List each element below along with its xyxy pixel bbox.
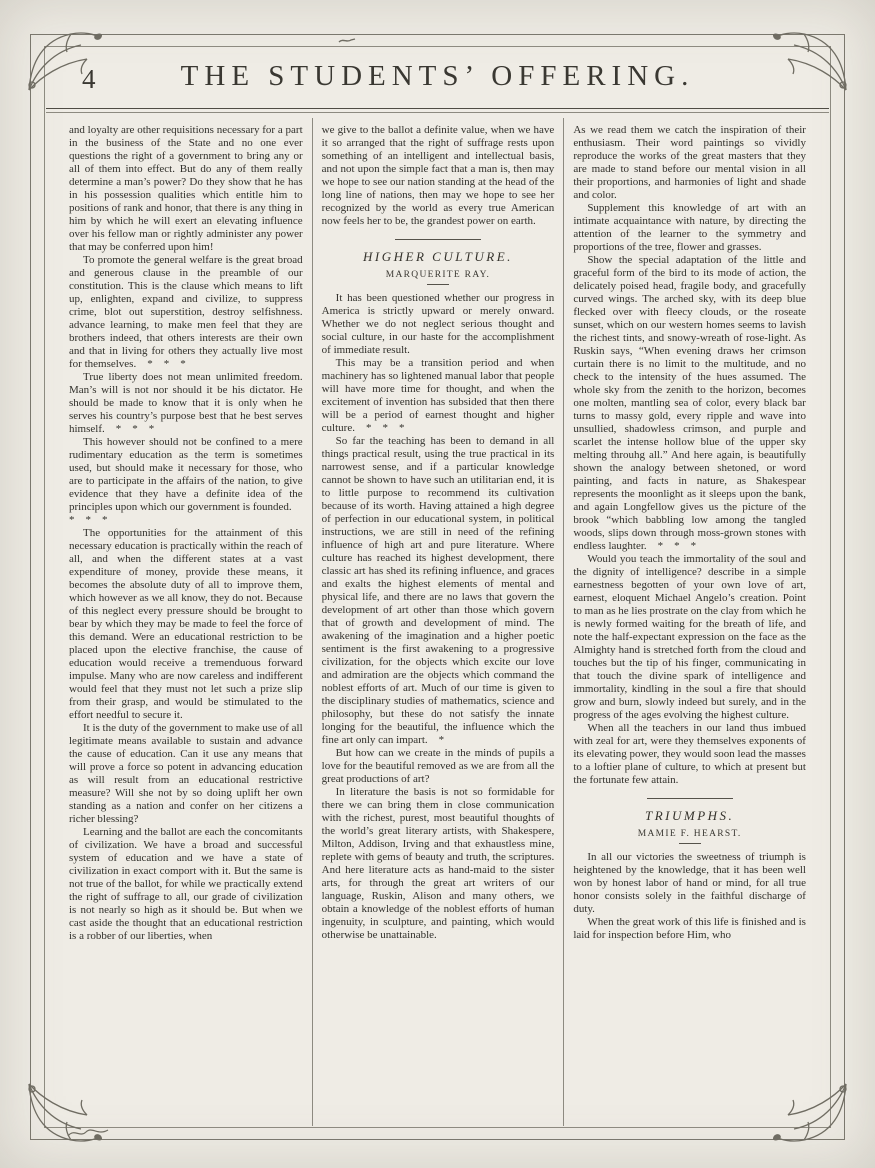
top-center-ornament-mark [338, 32, 356, 40]
paragraph: Would you teach the immortality of the soul and the dignity of intelligence? describe in a simple earnestness begotten of your own love of art, earnest, eloquent Michael Angelo’s creation. Point to man as he lies prostrate on the clay from which he is newly formed waiting for the breath of life, and note the half-expectant expression on the face as the Almighty hand is stretched forth from the cloud and touches but the tip of his finger, communicating in that touch the divine spark of intelligence and immortality, kindling in the soul a fire that should grow and burn, slowly indeed but surely, and in the progress of the ages evolving the highest culture. [573, 553, 806, 721]
paragraph: But how can we create in the minds of pupils a love for the beautiful removed as we are from all the great productions of art? [321, 747, 555, 785]
article-byline [573, 829, 806, 844]
page-number: 4 [82, 64, 96, 94]
article-title: HIGHER CULTURE. [363, 249, 513, 264]
masthead [46, 48, 829, 109]
paragraph: It is the duty of the government to make use of all legitimate means available to sustain and advance the cause of education. Can it use any means that will prove a force so potent in advancing education as will result from an educational restrictive measure? Will she not by so doing uplift her own standing as a nation and confer on her citizens a richer blessing? [69, 722, 303, 825]
paragraph: we give to the ballot a definite value, when we have it so arranged that the right of suffrage rests upon something of an intelligent and intellectual basis, and not upon the simple fact that a man is, then may we hope to see our nation standing at the head of the long line of nations, then may we hope to see her recognized by the world as every true American now feels her to be, the grandest power on earth. [321, 124, 555, 227]
article-separator-rule [647, 798, 733, 799]
paragraph: The opportunities for the attainment of this necessary education is practically within the reach of all, and when the different states at a vast expenditure of money, provide these means, it becomes the absolute duty of all to improve them, which however as we all know, they do not. Because of this neglect every pressure should be brought to bear by which they may be made to feel the force of this demand. Were an educational restriction to be placed upon the elective franchise, the cause of education would receive a tremenduous forward impulse. Many who are now careless and indifferent would feel that they must not let such a prize slip from their grasp, and would be stimulated to the effort needful to secure it. [69, 527, 303, 721]
paragraph: It has been questioned whether our progress in America is strictly upward or merely onward. Whether we do not neglect serious thought and social culture, in our haste for the accomplishment of immediate result. [321, 292, 555, 356]
paragraph: In literature the basis is not so formidable for there we can bring them in close communication with the richest, purest, most beautiful thoughts of the world’s great literary artists, with Shakespere, Milton, Addison, Irving and that exhaustless mine, replete with gems of beauty and truth, the scriptures. And here literature acts as hand-maid to the sister arts, for through the great art writers of our language, Ruskin, Alison and many others, we obtain a knowledge of the noblest efforts of human ingenuity, in sculpture, and painting, which would otherwise be unattainable. [321, 786, 555, 941]
paragraph: True liberty does not mean unlimited freedom. Man’s will is not nor should it be his dictator. He should be made to know that it is only when he serves his country’s purpose best that he best serves himself. * * * [69, 371, 303, 435]
article-byline-text: MAMIE F. HEARST. [637, 829, 742, 839]
article-byline-text: MARQUERITE RAY. [385, 270, 491, 280]
masthead-rule [46, 112, 829, 113]
column [563, 118, 815, 1126]
column [60, 118, 312, 1126]
byline-rule [679, 843, 701, 844]
paragraph: Learning and the ballot are each the concomitants of civilization. We have a broad and successful system of education and we have a state of civilization in exact comport with it. But the same is not true of the ballot, for while we practically extend the right of suffrage to all, our grade of civilization is not nearly so high as it should be. But when we cast aside the thought that an educational restriction is a robber of our liberties, when [69, 826, 303, 942]
article-byline [322, 270, 555, 285]
paragraph: To promote the general welfare is the great broad and generous clause in the preamble of our constitution. This is the clause which means to lift up, enlighten, expand and civilize, to suppress crime, blot out superstition, destroy selfishness. advance learning, to make men feel that they are brothers indeed, that others interests are their own and that in living for others they actually live most for themselves. * * * [69, 254, 303, 370]
byline-rule [427, 284, 449, 285]
paragraph: This may be a transition period and when machinery has so lightened manual labor that people will have more time for thought, and when the excitement of invention has subsided that then there will be a period of earnest thought and higher culture. * * * [321, 357, 555, 434]
paragraph: This however should not be confined to a mere rudimentary education as the term is sometimes used, but should make it necessary for those, who are to participate in the affairs of the nation, to give evidence that they have a definite idea of the principles upon which our government is founded. * * * [69, 436, 303, 526]
article-columns [60, 118, 815, 1126]
paragraph: In all our victories the sweetness of triumph is heightened by the knowledge, that it has been well won by honest labor of hand or mind, for all true honor consists solely in the faithful discharge of duty. [573, 851, 806, 915]
article-title: TRIUMPHS. [644, 808, 735, 823]
paragraph: So far the teaching has been to demand in all things practical result, using the true practical in its narrowest sense, and if a particular knowledge cannot be shown to have such an utilitarian end, it is to little purpose to recommend its cultivation because of its worth. Having attained a high degree of perfection in our educational system, in political instructions, we are still in need of the refining influence of high art and pure literature. Where culture has reached its highest development, there classic art has shed its refining influence, and graces and exalts the highest elements of mental and physical life, and there are no laws that govern the development of art other than those which govern that of growth and development of mind. The awakening of the imagination and a higher poetic sentiment is the first awakening to a progressive civilization, for the objects which excite our love and admiration are the objects which command the noblest efforts of art. Much of our time is given to the disciplinary studies of mathematics, science and philosophy, but these do not satisfy the innate longing for the beautiful, the influence which the fine art only can impart. * [321, 435, 555, 746]
column [312, 118, 564, 1126]
page-title: THE STUDENTS’ OFFERING. [180, 60, 695, 92]
paragraph: and loyalty are other requisitions necessary for a part in the business of the State and no one ever questions the right of a government to bring any or all of them into effect. But do any of them really determine a man’s power? Do they show that he has in his possession qualities which entitle him to positions of rank and honor, that there is any thing in him by which he will exert an elevating influence over his fellow man or rightly administer any power that may be conferred upon him! [69, 124, 303, 253]
article-separator-rule [395, 239, 481, 240]
bottom-left-flourish [66, 1124, 110, 1140]
paragraph: When all the teachers in our land thus imbued with zeal for art, were they themselves exponents of its elevating power, they would soon lead the masses to a loftier plane of culture, to which at present but the fortunate few attain. [573, 722, 806, 786]
paragraph: Supplement this knowledge of art with an intimate acquaintance with nature, by directing the attention of the learner to the symmetry and proportions of the tree, flower and grasses. [573, 202, 806, 253]
paragraph: When the great work of this life is finished and is laid for inspection before Him, who [573, 916, 806, 941]
paragraph: Show the special adaptation of the little and graceful form of the bird to its mode of action, the delicately poised head, fragile body, and gracefully curved wings. The arched sky, with its deep blue flecked over with fleecy clouds, or the roseate sunset, which on our western homes seems to lavish the richest tints, and snowy-wreath of rose-light. As Ruskin says, “When evening draws her crimson curtain there is no limit to the multitude, and no check to the intensity of the hues assumed. The whole sky from the zenith to the horizon, becomes one molten, mantling sea of color, every black bar turns to massy gold, every ripple and wave into unsullied, shadowless crimson, and purple and scarlet the intense hollow blue of the upper sky melting throuhg all.” And here again, is beautifully shown the analogy between shetoned, or word painting, and facts in nature, as Shakespear represents the moonlight as it sleeps upon the bank, and again Longfellow gives us the picture of the brook “which babbling low among the tangled woods, slips down through moss-grown stones with endless laughter. * * * [573, 254, 806, 552]
paragraph: As we read them we catch the inspiration of their enthusiasm. Their word paintings so vividly reproduce the works of the great masters that they are made to stand before our mental vision in all their proportions, and harmonies of light and shade and color. [573, 124, 806, 201]
